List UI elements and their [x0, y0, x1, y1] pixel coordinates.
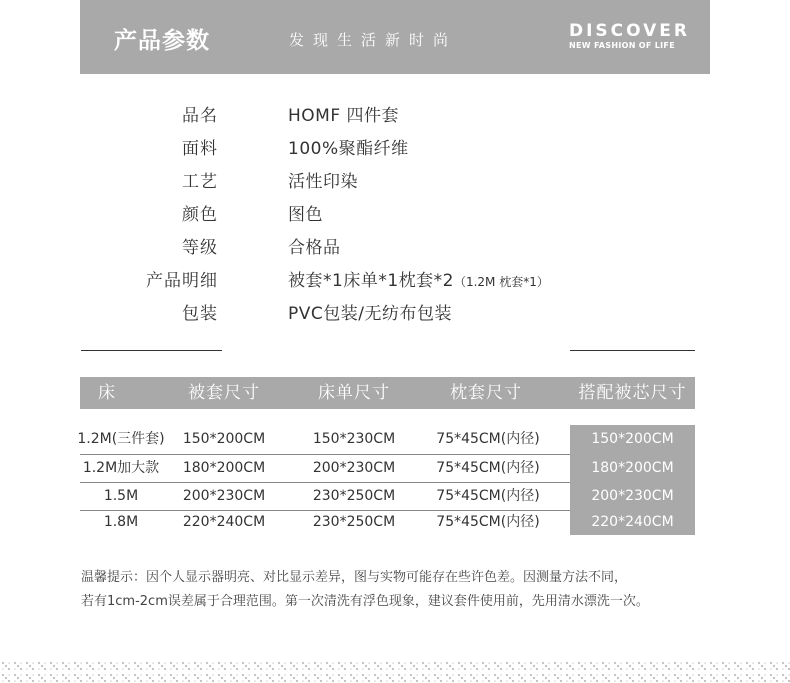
cell-bed: 1.2M(三件套): [77, 431, 165, 447]
tip-line: 若有1cm-2cm误差属于合理范围。第一次清洗有浮色现象，建议套件使用前，先用清水漂洗一次。: [81, 594, 649, 609]
spec-row: [0, 232, 790, 265]
size-table-header: [80, 377, 695, 409]
spec-row: [0, 199, 790, 232]
cell-sheet: 230*250CM: [312, 488, 396, 504]
spec-row: [0, 265, 790, 298]
spec-value: HOMF 四件套: [288, 106, 400, 126]
spec-value: 活性印染: [288, 172, 358, 192]
spec-value: 100%聚酯纤维: [288, 139, 409, 159]
spec-label: 包装: [182, 304, 218, 324]
cell-sheet: 150*230CM: [312, 431, 396, 447]
cell-core: 150*200CM: [591, 431, 674, 447]
cell-sheet: 230*250CM: [312, 514, 396, 530]
cell-duvet: 220*240CM: [182, 514, 266, 530]
header-pillow-size: 枕套尺寸: [450, 383, 522, 403]
spec-label: 面料: [182, 139, 218, 159]
spec-row: [0, 298, 790, 331]
cell-core: 220*240CM: [591, 514, 674, 530]
decorative-pattern: [0, 660, 790, 683]
cell-duvet: 150*200CM: [182, 431, 266, 447]
cell-core: 200*230CM: [591, 488, 674, 504]
spec-row: [0, 166, 790, 199]
spec-value: 合格品: [288, 238, 341, 258]
spec-value: 被套*1床单*1枕套*2: [288, 271, 454, 291]
table-row: [77, 425, 570, 454]
cell-duvet: 180*200CM: [182, 460, 266, 476]
spec-label: 等级: [182, 238, 218, 258]
header-core-size: 搭配被芯尺寸: [578, 383, 687, 403]
banner-title: 产品参数: [114, 28, 210, 54]
header-bed: 床: [98, 383, 116, 403]
banner-slogan: 发现生活新时尚: [289, 31, 458, 49]
table-row: [80, 482, 570, 511]
spec-value-group: [288, 265, 549, 299]
logo-main-text: DISCOVER: [568, 21, 690, 41]
cell-bed: 1.8M: [103, 514, 139, 530]
header-duvet-size: 被套尺寸: [188, 383, 260, 403]
cell-pillow: 75*45CM(内径): [436, 488, 540, 504]
table-row: [80, 454, 570, 483]
logo-sub-text: NEW FASHION OF LIFE: [568, 41, 675, 50]
divider-right: [570, 350, 695, 351]
cell-pillow: 75*45CM(内径): [436, 431, 540, 447]
cell-sheet: 200*230CM: [312, 460, 396, 476]
tip-line: 温馨提示：因个人显示器明亮、对比显示差异，图与实物可能存在些许色差。因测量方法不同，: [81, 570, 628, 585]
cell-pillow: 75*45CM(内径): [436, 460, 540, 476]
table-row: [80, 508, 570, 537]
spec-value: PVC包装/无纺布包装: [288, 304, 452, 324]
spec-label: 颜色: [182, 205, 218, 225]
brand-logo: [569, 22, 690, 52]
cell-pillow: 75*45CM(内径): [436, 514, 540, 530]
spec-label: 工艺: [182, 172, 218, 192]
divider-left: [81, 350, 222, 351]
cell-bed: 1.2M加大款: [82, 460, 160, 476]
spec-value: 图色: [288, 205, 323, 225]
spec-label: 品名: [182, 106, 218, 126]
cell-duvet: 200*230CM: [182, 488, 266, 504]
spec-label: 产品明细: [146, 271, 218, 291]
spec-row: [0, 100, 790, 133]
spec-note: （1.2M 枕套*1）: [453, 275, 549, 289]
header-banner: [80, 0, 710, 74]
header-sheet-size: 床单尺寸: [318, 383, 390, 403]
cell-core: 180*200CM: [591, 460, 674, 476]
cell-bed: 1.5M: [103, 488, 139, 504]
spec-row: [0, 133, 790, 166]
